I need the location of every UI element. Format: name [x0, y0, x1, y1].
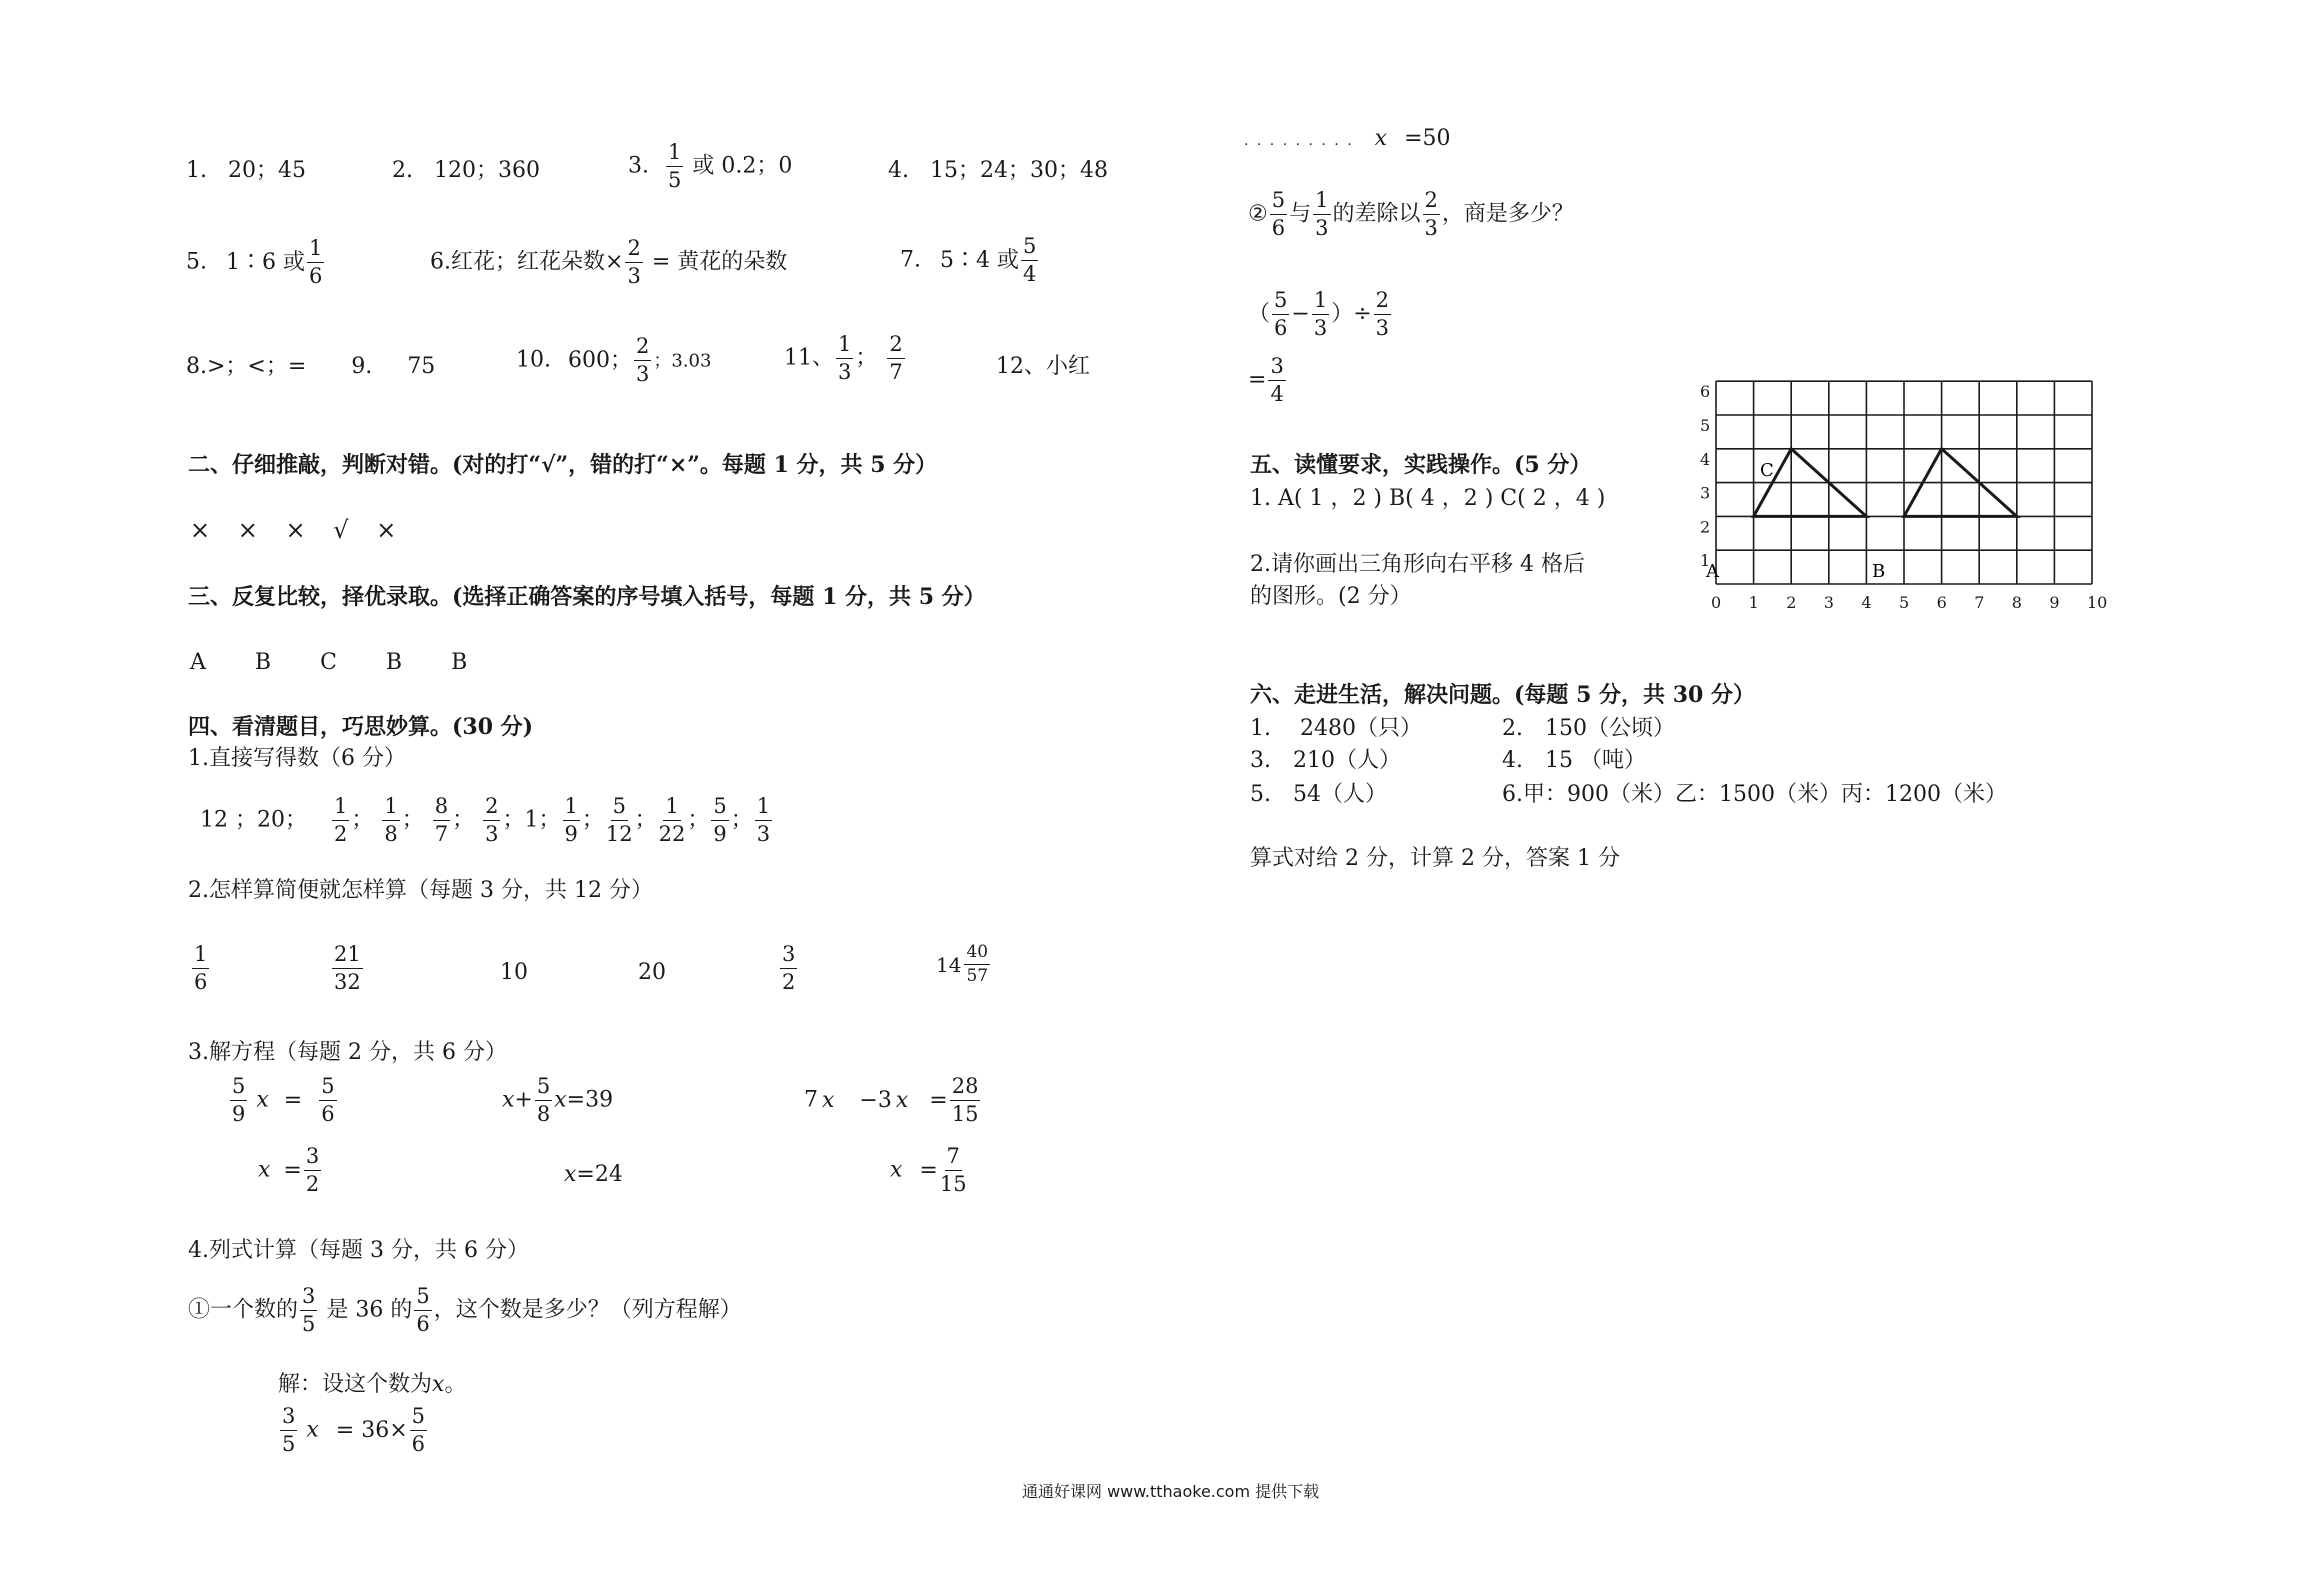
fraction: $\frac{1}{3}$: [1315, 188, 1329, 240]
point-a-label: A: [1706, 561, 1719, 582]
problem-answer-6: 6.甲：900（米）乙：1500（米）丙：1200（米）: [1502, 782, 2007, 807]
fraction: $\frac{2}{3}$: [485, 794, 499, 846]
fraction: $\frac{1}{5}$: [668, 140, 682, 192]
x-tick-label: 1: [1748, 593, 1759, 612]
answer-10: 10. 600； $\frac{2}{3}$ ；3.03: [516, 334, 712, 386]
y-tick-label: 3: [1700, 483, 1711, 503]
judge-answer: ×: [237, 516, 258, 544]
equation-2-answer: x=24: [564, 1162, 623, 1187]
word-problem-1: ①一个数的 $\frac{3}{5}$ 是 36 的 $\frac{5}{6}$ ，这个数是多少？（列方程解）: [188, 1284, 742, 1336]
word-problem-2-answer: = $\frac{3}{4}$: [1248, 354, 1284, 406]
fraction: $\frac{1}{3}$: [838, 332, 852, 384]
answer-3: 3. $\frac{1}{5}$ 或 0.2；0: [628, 140, 793, 192]
equation-1: $\frac{5}{9}$ x = $\frac{5}{6}$: [232, 1074, 335, 1126]
section-2-heading: 二、仔细推敲，判断对错。(对的打“√”，错的打“×”。每题 1 分，共 5 分）: [188, 452, 938, 478]
word-problem-2: ② $\frac{5}{6}$ 与 $\frac{1}{3}$ 的差除以 $\frac{2}{3}$ ，商是多少？: [1248, 188, 1574, 240]
fraction: $\frac{7}{15}$: [939, 1144, 967, 1196]
y-tick-label: 2: [1700, 517, 1711, 537]
y-tick-label: 6: [1700, 382, 1711, 402]
judge-answer: ×: [285, 516, 306, 544]
mixed-number: 14 40 57: [936, 942, 989, 986]
sub-2-title: 2.怎样算简便就怎样算（每题 3 分，共 12 分）: [188, 878, 653, 903]
fraction: $\frac{1}{9}$: [564, 794, 578, 846]
sub-4-title: 4.列式计算（每题 3 分，共 6 分）: [188, 1238, 529, 1263]
scoring-note: 算式对给 2 分，计算 2 分，答案 1 分: [1250, 846, 1620, 871]
fraction: $\frac{3}{5}$: [302, 1284, 316, 1336]
problem-answer-2: 2. 150（公顷）: [1502, 716, 1675, 741]
answer-4: 4. 15；24；30；48: [888, 158, 1108, 183]
simplify-answer-2: [330, 944, 365, 993]
answer-8-9: 8.>；<；= 9. 75: [186, 354, 436, 379]
x-tick-label: 0: [1711, 593, 1722, 612]
point-b-label: B: [1872, 561, 1886, 582]
section-5-heading: 五、读懂要求，实践操作。(5 分）: [1250, 452, 1592, 478]
fraction: $\frac{5}{6}$: [1271, 188, 1286, 240]
fraction: $\frac{1}{8}$: [384, 794, 398, 846]
problem-answer-1: 1. 2480（只）: [1250, 716, 1422, 741]
choice-answer: B: [385, 650, 403, 675]
fraction: $\frac{1}{6}$: [194, 942, 208, 994]
x-tick-label: 9: [2049, 593, 2060, 612]
fraction: $\frac{28}{15}$: [951, 1074, 979, 1126]
answer-2: 2. 120；360: [392, 158, 540, 183]
fraction: $\frac{3}{4}$: [1270, 354, 1284, 406]
problem-answer-5: 5. 54（人）: [1250, 782, 1387, 807]
translate-instruction: 2.请你画出三角形向右平移 4 格后: [1250, 552, 1585, 577]
fraction: $\frac{1}{22}$: [658, 794, 686, 846]
fraction: $\frac{1}{3}$: [1313, 288, 1328, 340]
mental-math-answers: 12 ；20； $\frac{1}{2}$ ； $\frac{1}{8}$ ； $\frac{8}{7}$ ； $\frac{2}{3}$ ；1； $\frac{1}{9}$ ； $\frac{5}{12}$ ； $\frac{1}{22}$ ； $\frac{5}{9}$ ； $\frac{1}{3}$: [200, 794, 771, 846]
fraction: $\frac{5}{6}$: [416, 1284, 430, 1336]
x-tick-label: 7: [1974, 593, 1985, 612]
equation-3: 7 x −3 x = $\frac{28}{15}$: [804, 1074, 979, 1126]
choice-answer: B: [254, 650, 272, 675]
answer-6: 6.红花；红花朵数× $\frac{2}{3}$ = 黄花的朵数: [430, 236, 788, 288]
y-tick-label: 5: [1700, 416, 1711, 435]
problem-answer-4: 4. 15 （吨）: [1502, 748, 1646, 773]
fraction: $\frac{2}{3}$: [627, 236, 641, 288]
judge-answer: √: [333, 516, 349, 544]
answer-11: 11、 $\frac{1}{3}$ ； $\frac{2}{7}$: [784, 332, 903, 384]
equation-3-answer: x = $\frac{7}{15}$: [890, 1144, 967, 1196]
fraction: $\frac{3}{5}$: [282, 1404, 296, 1456]
y-tick-label: 1: [1700, 551, 1711, 571]
section-3-heading: 三、反复比较，择优录取。(选择正确答案的序号填入括号，每题 1 分，共 5 分）: [188, 584, 986, 610]
section-6-heading: 六、走进生活，解决问题。(每题 5 分，共 30 分）: [1250, 682, 1755, 708]
x-tick-label: 6: [1936, 593, 1947, 612]
sub-1-title: 1.直接写得数（6 分）: [188, 746, 406, 771]
problem-answer-3: 3. 210（人）: [1250, 748, 1401, 773]
y-tick-label: 4: [1700, 449, 1711, 469]
solution-result: . . . . . . . . . x =50: [1244, 126, 1451, 151]
point-c-label: C: [1760, 460, 1774, 481]
judge-answer: ×: [190, 516, 211, 544]
footer-watermark: 通通好课网 www.tthaoke.com 提供下载: [1022, 1482, 1320, 1501]
equation-1-answer: x = $\frac{3}{2}$: [258, 1144, 320, 1196]
simplify-answer-3: 10: [500, 960, 528, 985]
fraction: $\frac{5}{6}$: [321, 1074, 335, 1126]
x-tick-label: 4: [1861, 593, 1872, 612]
coordinates-answer: 1. A( 1 ，2 ) B( 4 ，2 ) C( 2 ，4 ): [1250, 486, 1606, 511]
judge-answers: [190, 518, 396, 542]
fraction: $\frac{2}{3}$: [636, 334, 650, 386]
choice-answer: C: [320, 650, 337, 675]
fraction: $\frac{3}{2}$: [305, 1144, 320, 1196]
choice-answer: B: [451, 650, 468, 675]
fraction: $\frac{1}{3}$: [756, 794, 771, 846]
fraction: $\frac{8}{7}$: [434, 794, 449, 846]
fraction: $\frac{21}{32}$: [334, 942, 361, 994]
fraction: $\frac{3}{2}$: [782, 942, 796, 994]
fraction: $\frac{5}{6}$: [411, 1404, 426, 1456]
fraction: 40 57: [966, 942, 989, 986]
x-tick-label: 3: [1823, 593, 1834, 612]
x-tick-label: 2: [1786, 593, 1797, 612]
x-tick-label: 5: [1899, 593, 1910, 612]
fraction: $\frac{2}{3}$: [1424, 188, 1438, 240]
choice-answers: [190, 652, 467, 674]
fraction: $\frac{1}{6}$: [309, 236, 323, 288]
simplify-answer-5: [778, 944, 799, 993]
equation-2: x+ $\frac{5}{8}$ x=39: [502, 1074, 614, 1126]
fraction: $\frac{2}{3}$: [1375, 288, 1390, 340]
x-tick-label: 10: [2087, 593, 2108, 612]
translate-instruction-cont: 的图形。(2 分）: [1250, 584, 1412, 609]
fraction: $\frac{5}{9}$: [232, 1074, 246, 1126]
fraction: $\frac{5}{6}$: [1274, 288, 1288, 340]
fraction: $\frac{5}{8}$: [536, 1074, 551, 1126]
answer-1: 1. 20；45: [186, 158, 306, 183]
solution-intro: 解：设这个数为x。: [278, 1372, 467, 1397]
choice-answer: A: [190, 650, 206, 675]
fraction: $\frac{5}{9}$: [713, 794, 727, 846]
fraction: $\frac{5}{12}$: [605, 794, 633, 846]
x-tick-label: 8: [2011, 593, 2022, 612]
judge-answer: ×: [376, 516, 397, 544]
coordinate-grid: [1696, 382, 2108, 634]
answer-5: 5. 1∶6 或 $\frac{1}{6}$: [186, 236, 323, 288]
sub-3-title: 3.解方程（每题 2 分，共 6 分）: [188, 1040, 507, 1065]
simplify-answer-6: [936, 944, 992, 985]
answer-7: 7. 5∶4 或 $\frac{5}{4}$: [900, 234, 1037, 286]
word-problem-2-expression: （ $\frac{5}{6}$ − $\frac{1}{3}$ ）÷ $\frac{2}{3}$: [1248, 288, 1390, 340]
simplify-answer-4: 20: [638, 960, 666, 985]
fraction: $\frac{5}{4}$: [1023, 234, 1037, 286]
answer-12: 12、小红: [996, 354, 1091, 379]
fraction: $\frac{1}{2}$: [333, 794, 348, 846]
simplify-answer-1: [190, 944, 211, 993]
section-4-heading: 四、看清题目，巧思妙算。(30 分): [188, 714, 534, 740]
fraction: $\frac{2}{7}$: [889, 332, 903, 384]
solution-equation: $\frac{3}{5}$ x = 36× $\frac{5}{6}$: [282, 1404, 426, 1456]
